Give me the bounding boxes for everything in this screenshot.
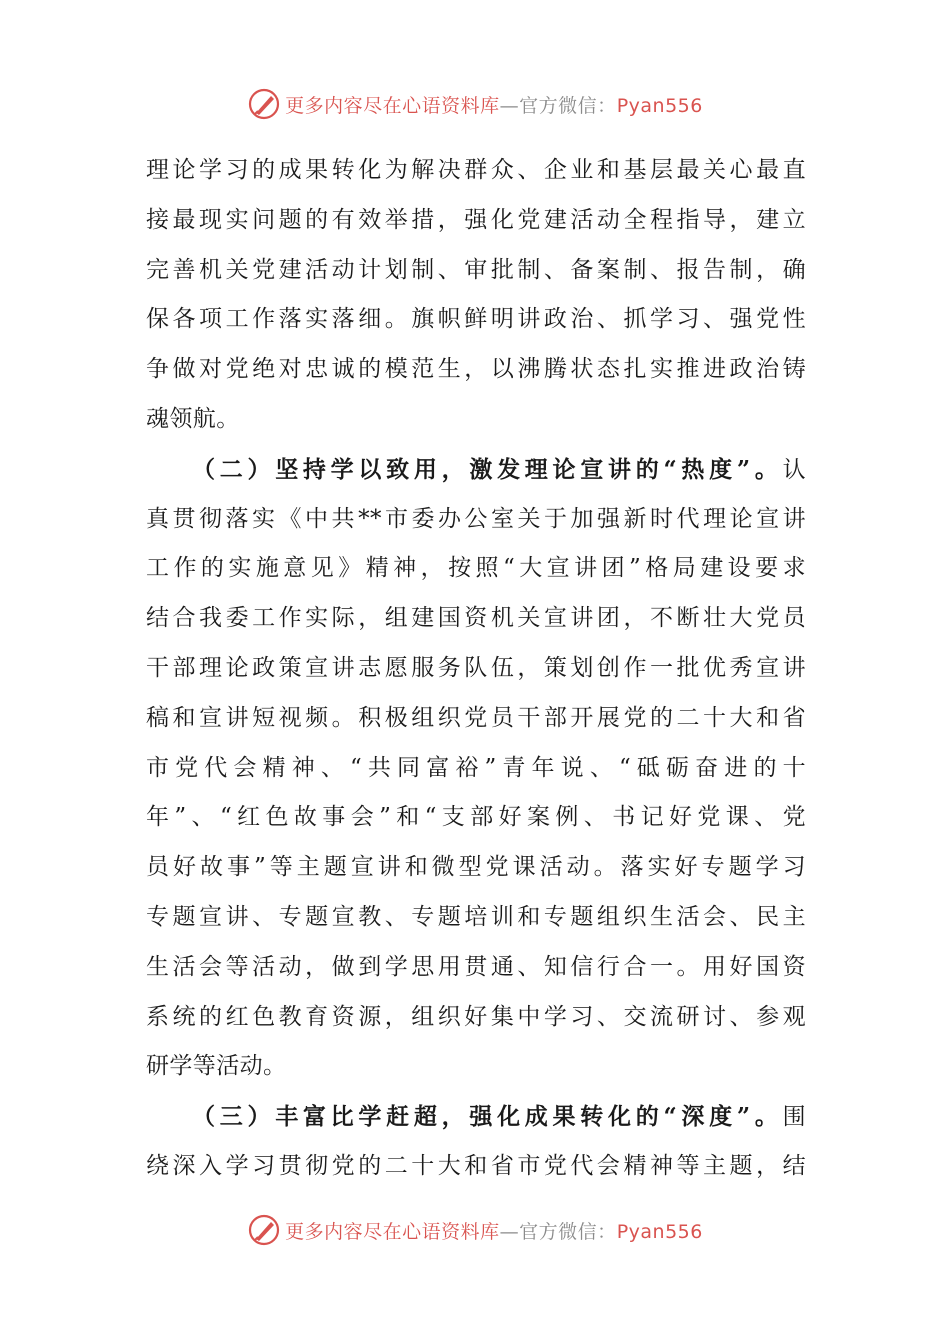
quill-logo-icon	[247, 1213, 281, 1247]
text-line: 保各项工作落实落细。旗帜鲜明讲政治、抓学习、强党性	[146, 306, 806, 333]
paragraph-3	[146, 1092, 806, 1192]
heading-line	[146, 1092, 806, 1142]
section-heading: （三）丰富比学赶超，强化成果转化的“深度”。	[192, 1103, 783, 1131]
section-heading: （二）坚持学以致用，激发理论宣讲的“热度”。	[192, 455, 783, 483]
text-line: 稿和宣讲短视频。积极组织党员干部开展党的二十大和省	[146, 704, 806, 731]
watermark-banner-top	[0, 84, 950, 124]
document-body	[146, 146, 806, 1192]
quill-logo-icon	[247, 87, 281, 121]
text-line: 年”、“红色故事会”和“支部好案例、书记好党课、党	[146, 804, 806, 831]
heading-line-rest: 围	[782, 1104, 806, 1131]
text-line: 魂领航。	[146, 405, 240, 432]
text-line: 员好故事”等主题宣讲和微型党课活动。落实好专题学习	[146, 854, 806, 881]
text-line: 结合我委工作实际，组建国资机关宣讲团，不断壮大党员	[146, 605, 806, 632]
text-line: 系统的红色教育资源，组织好集中学习、交流研讨、参观	[146, 1003, 806, 1030]
paragraph-2	[146, 445, 806, 1092]
watermark-banner-bottom	[0, 1210, 950, 1250]
text-line: 生活会等活动，做到学思用贯通、知信行合一。用好国资	[146, 953, 806, 980]
watermark-text: 更多内容尽在心语资料库—官方微信：Pyan556	[285, 1220, 703, 1243]
text-line: 真贯彻落实《中共**市委办公室关于加强新时代理论宣讲	[146, 505, 806, 532]
text-line: 争做对党绝对忠诚的模范生，以沸腾状态扎实推进政治铸	[146, 356, 806, 383]
heading-line	[146, 445, 806, 495]
text-line: 工作的实施意见》精神，按照“大宣讲团”格局建设要求	[146, 555, 806, 582]
text-line: 绕深入学习贯彻党的二十大和省市党代会精神等主题，结	[146, 1152, 806, 1179]
heading-line-rest: 认	[782, 456, 806, 483]
text-line: 市党代会精神、“共同富裕”青年说、“砥砺奋进的十	[146, 754, 806, 781]
text-line: 专题宣讲、专题宣教、专题培训和专题组织生活会、民主	[146, 903, 806, 930]
paragraph-1	[146, 146, 806, 445]
text-line: 接最现实问题的有效举措，强化党建活动全程指导，建立	[146, 206, 806, 233]
text-line: 干部理论政策宣讲志愿服务队伍，策划创作一批优秀宣讲	[146, 654, 806, 681]
text-line: 完善机关党建活动计划制、审批制、备案制、报告制，确	[146, 256, 806, 283]
watermark-text: 更多内容尽在心语资料库—官方微信：Pyan556	[285, 94, 703, 117]
text-line: 理论学习的成果转化为解决群众、企业和基层最关心最直	[146, 157, 806, 183]
text-line: 研学等活动。	[146, 1053, 287, 1080]
